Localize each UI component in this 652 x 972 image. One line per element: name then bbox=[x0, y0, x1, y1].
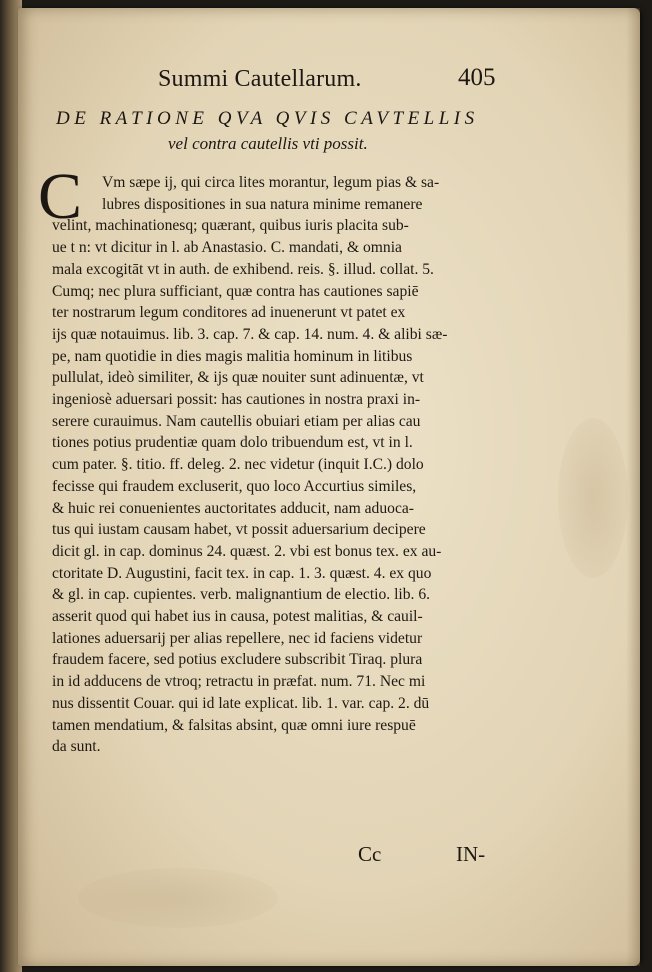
body-text bbox=[52, 172, 532, 758]
signature-mark: Cc bbox=[358, 842, 382, 866]
text-line: ingeniosè aduersari possit: has cautiones in nostra praxi in- bbox=[52, 391, 421, 409]
text-line: ue t n: vt dicitur in l. ab Anastasio. C. mandati, & omnia bbox=[52, 239, 402, 257]
page-footer bbox=[18, 842, 640, 872]
page-number: 405 bbox=[458, 64, 496, 91]
catchword: IN- bbox=[456, 842, 486, 866]
section-title: DE RATIONE QVA QVIS CAVTELLIS bbox=[56, 108, 479, 129]
text-line: pe, nam quotidie in dies magis malitia hominum in litibus bbox=[52, 347, 413, 365]
paper-stain bbox=[78, 868, 278, 928]
text-line: cum pater. §. titio. ff. deleg. 2. nec videtur (inquit I.C.) dolo bbox=[52, 456, 424, 474]
text-line: lubres dispositiones in sua natura minime remanere bbox=[102, 195, 423, 213]
text-line: lationes aduersarij per alias repellere, nec id faciens videtur bbox=[52, 629, 423, 647]
text-line: da sunt. bbox=[52, 738, 101, 756]
text-line: ctoritate D. Augustini, facit tex. in cap. 1. 3. quæst. 4. ex quo bbox=[52, 564, 432, 582]
text-line: & huic rei conuenientes auctoritates adducit, nam aduoca- bbox=[52, 499, 414, 517]
book-page bbox=[18, 8, 640, 966]
text-line: velint, machinationesq; quærant, quibus iuris placita sub- bbox=[52, 217, 409, 235]
text-line: & gl. in cap. cupientes. verb. malignantium de electio. lib. 6. bbox=[52, 586, 431, 604]
drop-cap-initial: C bbox=[38, 160, 83, 233]
text-line: nus dissentit Couar. qui id late explicat. lib. 1. var. cap. 2. dū bbox=[52, 694, 430, 712]
text-line: pullulat, ideò similiter, & ijs quæ nouiter sunt adinuentæ, vt bbox=[52, 369, 424, 387]
text-line: Cumq; nec plura sufficiant, quæ contra has cautiones sapiē bbox=[52, 282, 419, 300]
text-line: tiones potius prudentiæ quam dolo tribuendum est, vt in l. bbox=[52, 434, 413, 452]
text-line: dicit gl. in cap. dominus 24. quæst. 2. vbi est bonus tex. ex au- bbox=[52, 542, 442, 560]
text-line: tus qui iustam causam habet, vt possit aduersarium decipere bbox=[52, 521, 426, 539]
text-line: in id adducens de vtroq; retractu in præfat. num. 71. Nec mi bbox=[52, 673, 426, 691]
text-line: Vm sæpe ij, qui circa lites morantur, legum pias & sa- bbox=[102, 174, 440, 191]
page-edge-shadow bbox=[626, 8, 640, 966]
text-line: fecisse qui fraudem excluserit, quo loco Accurtius similes, bbox=[52, 477, 417, 495]
text-line: mala excogitāt vt in auth. de exhibend. reis. §. illud. collat. 5. bbox=[52, 260, 434, 278]
text-line: tamen mendatium, & falsitas absint, quæ omni iure respuē bbox=[52, 716, 416, 734]
paper-stain bbox=[558, 418, 628, 578]
running-head: Summi Cautellarum. bbox=[158, 66, 362, 92]
text-line: fraudem facere, sed potius excludere subscribit Tiraq. plura bbox=[52, 651, 423, 669]
text-line: asserit quod qui habet ius in causa, potest malitias, & cauil- bbox=[52, 608, 423, 626]
text-line: ijs quæ notauimus. lib. 3. cap. 7. & cap. 14. num. 4. & alibi sæ- bbox=[52, 325, 448, 343]
page-header bbox=[18, 66, 640, 100]
text-line: ter nostrarum legum conditores ad inuenerunt vt patet ex bbox=[52, 304, 406, 322]
text-line: serere curauimus. Nam cautellis obuiari etiam per alias cau bbox=[52, 412, 421, 430]
section-subtitle: vel contra cautellis vti possit. bbox=[168, 134, 368, 153]
